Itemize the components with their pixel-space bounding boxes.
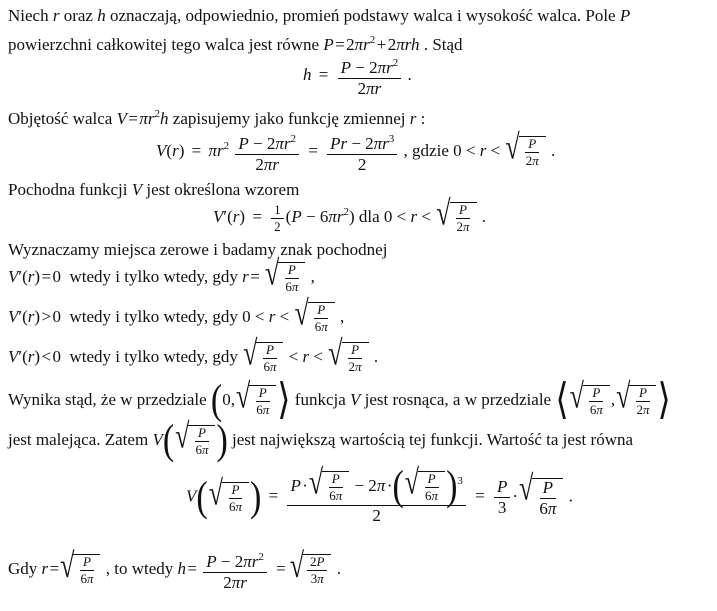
text-line-5: Wyznaczamy miejsca zerowe i badamy znak pochodnej (8, 240, 388, 259)
condition-zero: V′(r) = 0 wtedy i tylko wtedy, gdy r = √ $\frac{P}{6\pi}$ , (8, 253, 315, 294)
text-line-4: Pochodna funkcji V jest określona wzorem (8, 180, 300, 199)
text-line-8: Gdy r = √ $\frac{P}{6\pi}$ , to wtedy h = $\frac{P - 2\pi r^2}{2\pi r}$ = √ $\frac{2P}{3\pi}$ . (8, 545, 341, 592)
text-line-6: Wynika stąd, że w przedziale (0, √ $\frac{P}{6\pi}$ ⟩ funkcja V jest rosnąca, a w przedziale ⟨ √ $\frac{P}{6\pi}$ , √ $\frac{P}{2\pi}$ ⟩ (8, 376, 671, 424)
text-line-2: powierzchni całkowitej tego walca jest równe P = $2\pi r^2$ + 2πrh . Stąd (8, 34, 463, 54)
text-line-7: jest malejąca. Zatem V( √ $\frac{P}{6\pi}$ ) jest największą wartością tej funkcji. Wartość ta jest równa (8, 416, 634, 464)
equation-derivative: V′(r) = $\frac{1}{2}$ $(P - 6\pi r^2)$ dla 0 < r < √ $\frac{P}{2\pi}$ . (213, 193, 487, 234)
equation-h: h = $\frac{P - 2\pi r^2}{2\pi r}$ . (303, 54, 412, 98)
equation-maximum: V( √ $\frac{P}{6\pi}$ ) = P · √ $\frac{P}{6\pi}$ − 2π ·( √ $\frac{P}{6\pi}$ )$^3$ 2 = $\frac{P}{3}$ · √ $\frac{P}{6\pi}$ . (186, 462, 573, 525)
equation-volume: $V(r) = \pi r^2$ $\frac{P - 2\pi r^2}{2\pi r}$ = $\frac{Pr - 2\pi r^3}{2}$ , gdzie 0 < r < √ $\frac{P}{2\pi}$ . (156, 127, 556, 174)
condition-positive: V′(r) > 0 wtedy i tylko wtedy, gdy 0 < r < √ $\frac{P}{6\pi}$ , (8, 293, 345, 334)
text-line-1: Niech r oraz h oznaczają, odpowiednio, promień podstawy walca i wysokość walca. Pole P (8, 6, 631, 25)
condition-negative: V′(r) < 0 wtedy i tylko wtedy, gdy √ $\frac{P}{6\pi}$ < r < √ $\frac{P}{2\pi}$ . (8, 333, 379, 374)
text-line-3: Objętość walca V = $\pi r^2h$ zapisujemy jako funkcję zmiennej r : (8, 108, 426, 128)
